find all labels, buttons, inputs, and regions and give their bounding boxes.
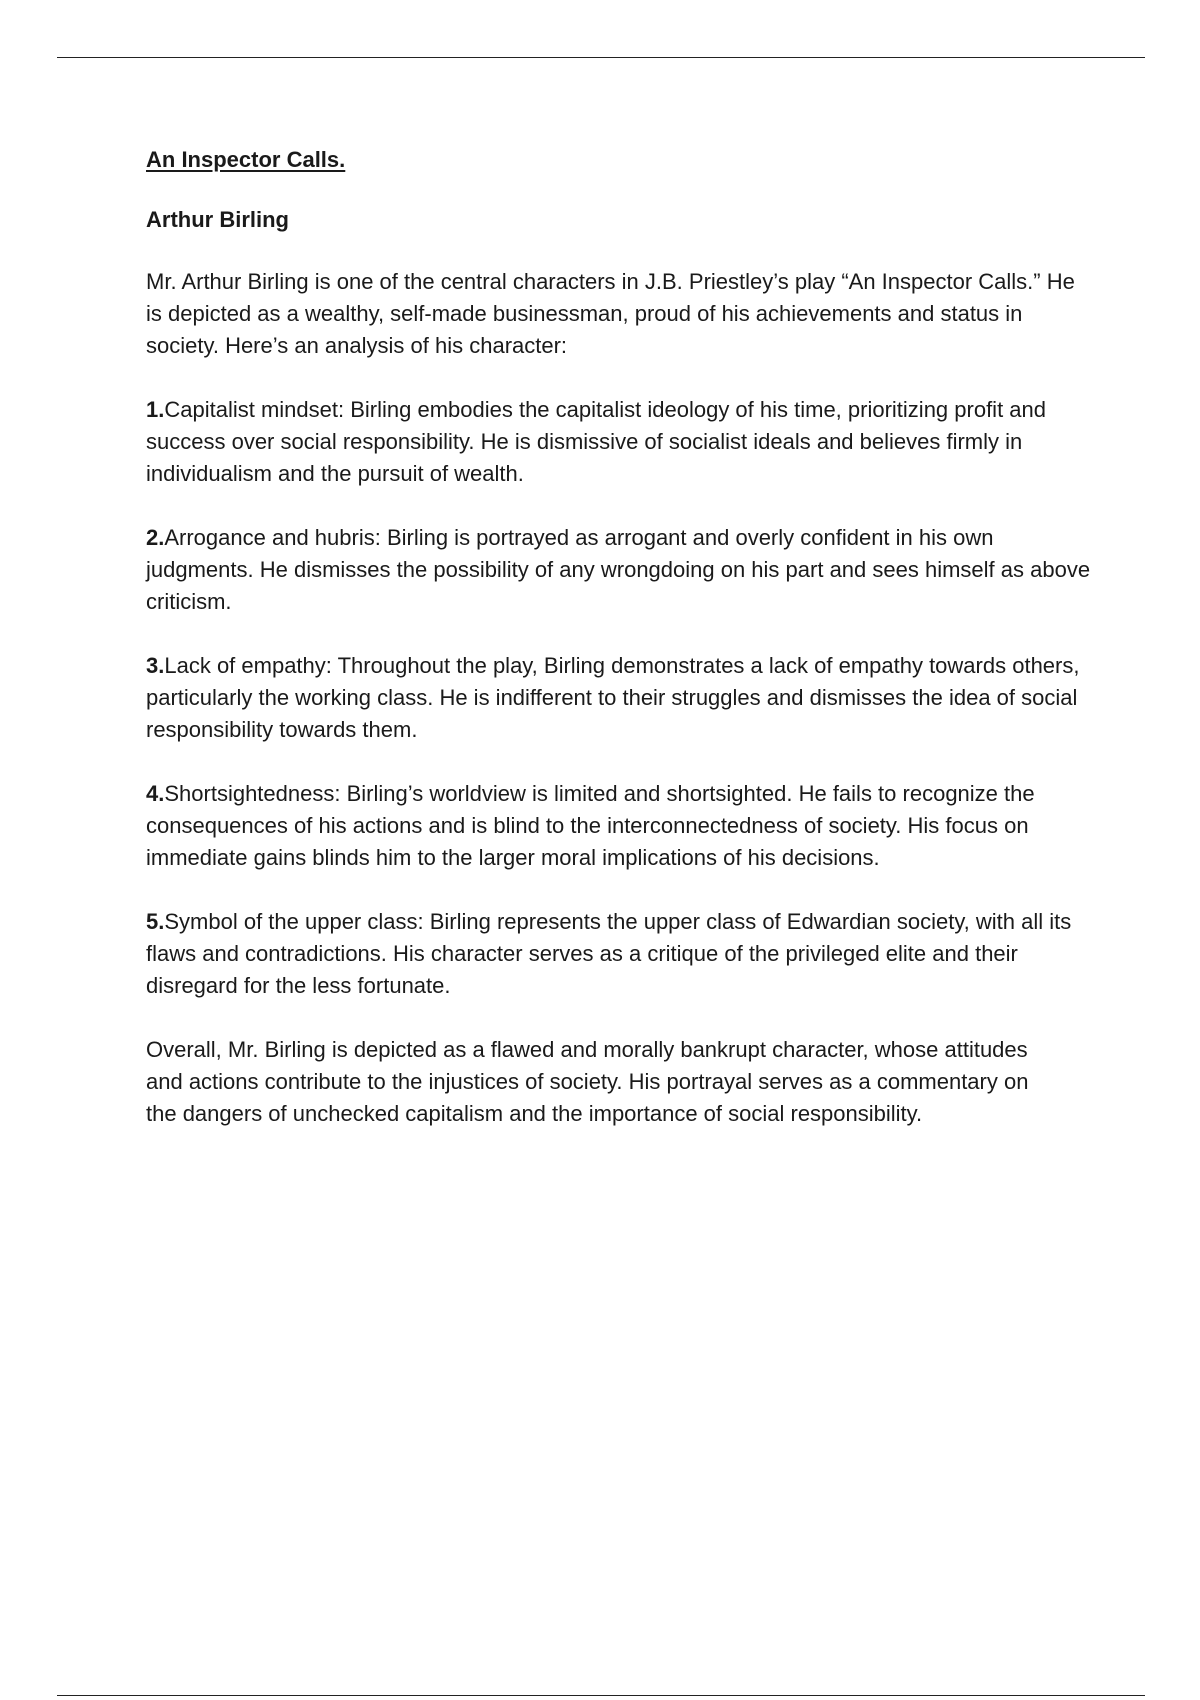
point-number: 1. bbox=[146, 397, 165, 422]
conclusion-paragraph: Overall, Mr. Birling is depicted as a flawed and morally bankrupt character, whose attitudes and actions contribute to the injustices of society. His portrayal serves as a commentary on the dangers of unchecked capitalism and the importance of social responsibility. bbox=[146, 1037, 1029, 1126]
point-number: 5. bbox=[146, 909, 165, 934]
document-body bbox=[146, 140, 1106, 1130]
point-text: Arrogance and hubris: Birling is portrayed as arrogant and overly confident in his own judgments. He dismisses the possibility of any wrongdoing on his part and sees himself as above criticism. bbox=[146, 525, 1091, 614]
character-heading: Arthur Birling bbox=[146, 207, 289, 232]
point-number: 4. bbox=[146, 781, 165, 806]
point-text: Shortsightedness: Birling’s worldview is limited and shortsighted. He fails to recognize the consequences of his actions and is blind to the interconnectedness of society. His focus on immediate gains blinds him to the larger moral implications of his decisions. bbox=[146, 781, 1035, 870]
analysis-point-5 bbox=[146, 906, 1106, 1002]
point-text: Symbol of the upper class: Birling represents the upper class of Edwardian society, with all its flaws and contradictions. His character serves as a critique of the privileged elite and their disregard for the less fortunate. bbox=[146, 909, 1072, 998]
intro-paragraph: Mr. Arthur Birling is one of the central characters in J.B. Priestley’s play “An Inspector Calls.” He is depicted as a wealthy, self-made businessman, proud of his achievements and status in society. Here’s an analysis of his character: bbox=[146, 269, 1075, 358]
analysis-point-2 bbox=[146, 522, 1106, 618]
analysis-point-4 bbox=[146, 778, 1106, 874]
point-text: Capitalist mindset: Birling embodies the capitalist ideology of his time, prioritizing profit and success over social responsibility. He is dismissive of socialist ideals and believes firmly in individualism and the pursuit of wealth. bbox=[146, 397, 1047, 486]
point-text: Lack of empathy: Throughout the play, Birling demonstrates a lack of empathy towards others, particularly the working class. He is indifferent to their struggles and dismisses the idea of social responsibility towards them. bbox=[146, 653, 1080, 742]
point-number: 2. bbox=[146, 525, 165, 550]
bottom-divider bbox=[57, 1695, 1145, 1696]
document-title: An Inspector Calls. bbox=[146, 147, 346, 172]
point-number: 3. bbox=[146, 653, 165, 678]
top-divider bbox=[57, 57, 1145, 58]
analysis-point-3 bbox=[146, 650, 1106, 746]
analysis-point-1 bbox=[146, 394, 1106, 490]
